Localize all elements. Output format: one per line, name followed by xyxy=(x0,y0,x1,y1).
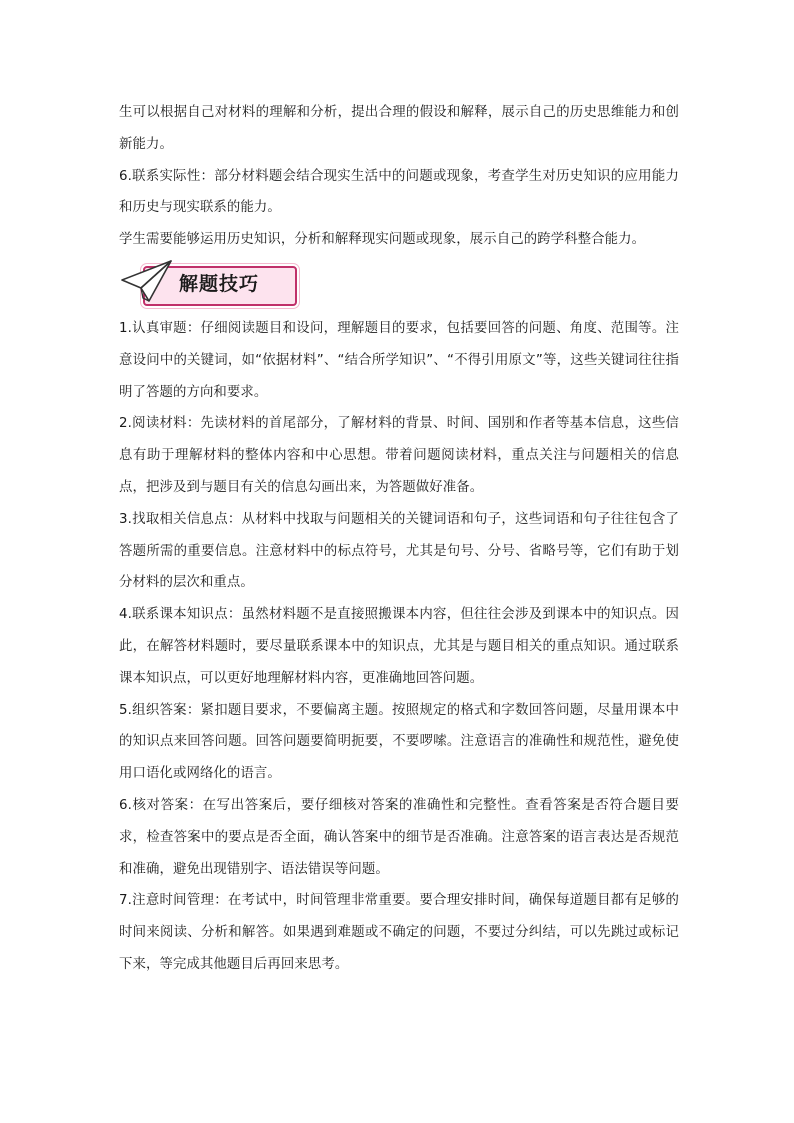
section-heading xyxy=(121,262,297,306)
paper-plane-icon xyxy=(119,258,175,304)
intro-paragraph-3: 学生需要能够运用历史知识，分析和解释现实问题或现象，展示自己的跨学科整合能力。 xyxy=(119,232,646,248)
intro-paragraph-1: 生可以根据自己对材料的理解和分析，提出合理的假设和解释，展示自己的历史思维能力和创新能力。 xyxy=(119,105,679,152)
tip-3: 3.找取相关信息点：从材料中找取与问题相关的关键词语和句子，这些词语和句子往往包含了答题所需的重要信息。注意材料中的标点符号，尤其是句号、分号、省略号等，它们有助于划分材料的层次和重点。 xyxy=(119,511,679,591)
tip-2: 2.阅读材料：先读材料的首尾部分，了解材料的背景、时间、国别和作者等基本信息，这些信息有助于理解材料的整体内容和中心思想。带着问题阅读材料，重点关注与问题相关的信息点，把涉及到与题目有关的信息勾画出来，为答题做好准备。 xyxy=(119,416,679,495)
tip-6: 6.核对答案：在写出答案后，要仔细核对答案的准确性和完整性。查看答案是否符合题目要求，检查答案中的要点是否全面，确认答案中的细节是否准确。注意答案的语言表达是否规范和准确，避免出现错别字、语法错误等问题。 xyxy=(119,797,679,877)
intro-section xyxy=(119,97,679,256)
tip-5: 5.组织答案：紧扣题目要求，不要偏离主题。按照规定的格式和字数回答问题，尽量用课本中的知识点来回答问题。回答问题要简明扼要，不要啰嗦。注意语言的准确性和规范性，避免使用口语化或网络化的语言。 xyxy=(119,702,679,782)
intro-paragraph-2: 6.联系实际性：部分材料题会结合现实生活中的问题或现象，考查学生对历史知识的应用能力和历史与现实联系的能力。 xyxy=(119,168,679,216)
tip-1: 1.认真审题：仔细阅读题目和设问，理解题目的要求，包括要回答的问题、角度、范围等。注意设问中的关键词，如“依据材料”、“结合所学知识”、“不得引用原文”等，这些关键词往往指明了答题的方向和要求。 xyxy=(119,321,679,400)
tip-4: 4.联系课本知识点：虽然材料题不是直接照搬课本内容，但往往会涉及到课本中的知识点。因此，在解答材料题时，要尽量联系课本中的知识点，尤其是与题目相关的重点知识。通过联系课本知识点，可以更好地理解材料内容，更准确地回答问题。 xyxy=(119,607,679,686)
tips-section xyxy=(119,313,679,981)
section-title: 解题技巧 xyxy=(179,273,260,295)
tip-7: 7.注意时间管理：在考试中，时间管理非常重要。要合理安排时间，确保每道题目都有足够的时间来阅读、分析和解答。如果遇到难题或不确定的问题，不要过分纠结，可以先跳过或标记下来，等完成其他题目后再回来思考。 xyxy=(119,893,679,972)
